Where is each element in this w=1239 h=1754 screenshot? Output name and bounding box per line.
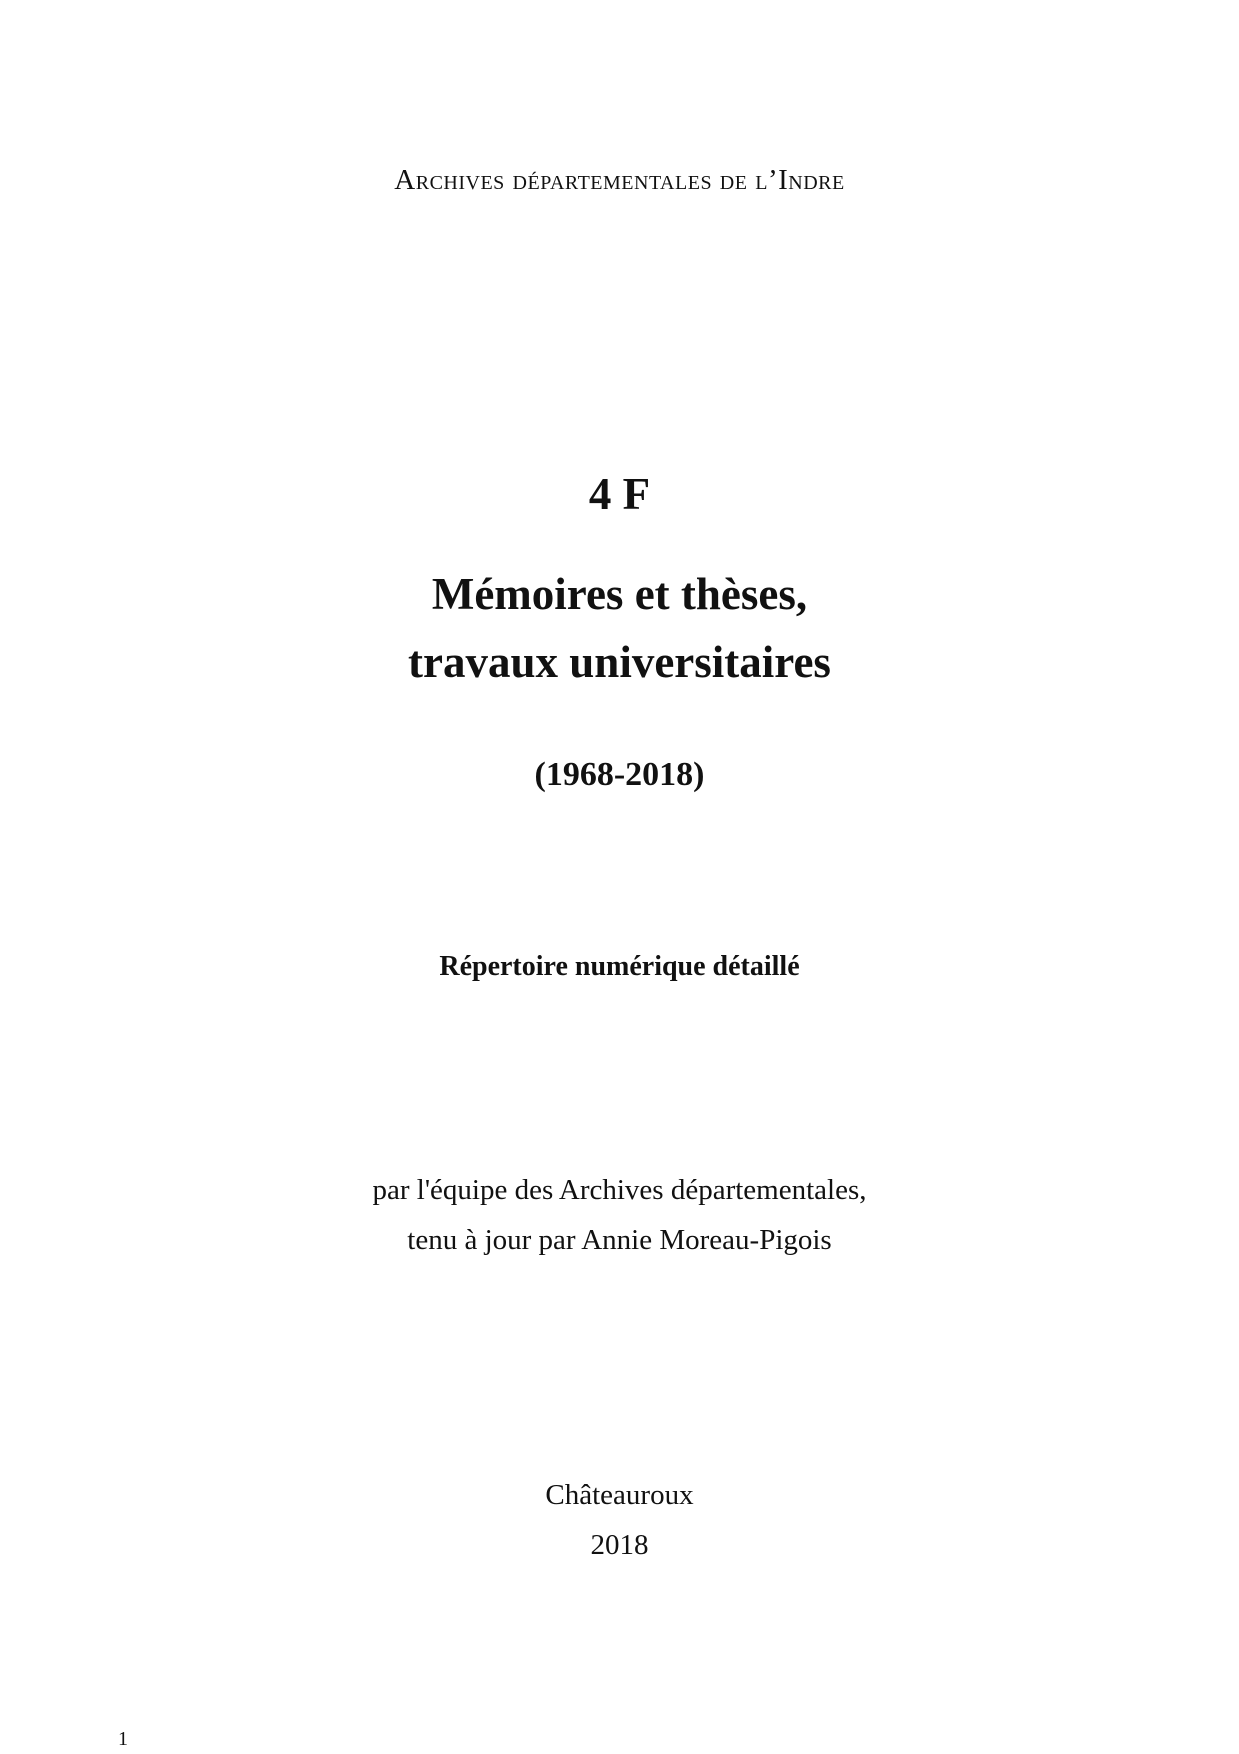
document-title [0, 560, 1239, 696]
institution-name: Archives départementales de l’Indre [394, 164, 845, 196]
authors-line-1: par l'équipe des Archives départementales, [372, 1174, 867, 1206]
date-range: (1968-2018) [534, 756, 705, 793]
authors-block [0, 1165, 1239, 1265]
title-line-2: travaux universitaires [408, 637, 831, 687]
fonds-cote: 4 F [588, 469, 651, 519]
document-type: Répertoire numérique détaillé [439, 951, 800, 982]
publication-place: Châteauroux [545, 1479, 694, 1511]
title-line-1: Mémoires et thèses, [431, 569, 808, 619]
authors-line-2: tenu à jour par Annie Moreau-Pigois [407, 1224, 832, 1256]
publication-year: 2018 [590, 1529, 649, 1561]
page-number: 1 [118, 1728, 128, 1750]
publication-info [0, 1470, 1239, 1570]
